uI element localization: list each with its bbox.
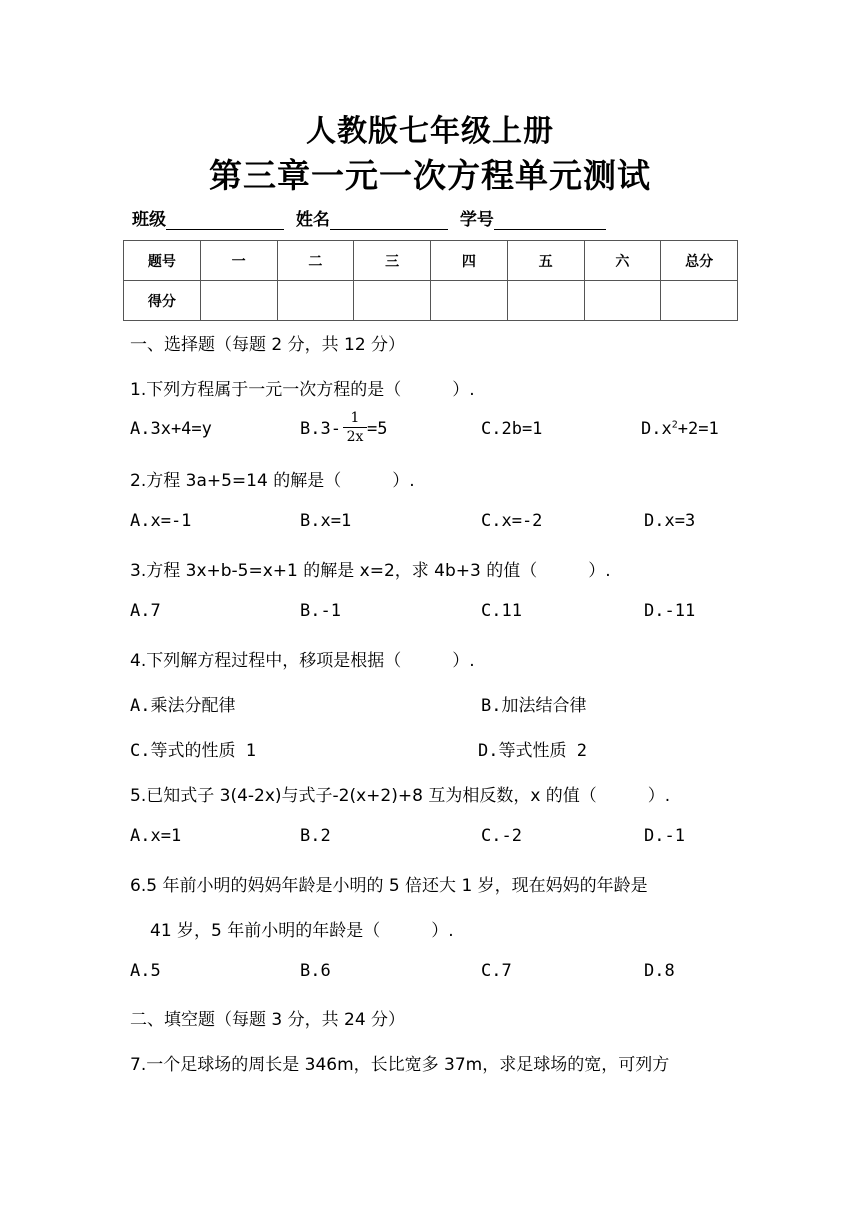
q6-option-d: D.8 bbox=[644, 961, 675, 981]
q5-option-c: C.-2 bbox=[481, 826, 522, 846]
q2-option-d: D.x=3 bbox=[644, 511, 696, 531]
score-cell[interactable] bbox=[661, 281, 738, 321]
q4-option-d: D.等式性质 2 bbox=[478, 741, 587, 761]
score-header-cell: 二 bbox=[277, 241, 354, 281]
q1-option-c: C.2b=1 bbox=[481, 419, 543, 439]
score-header-cell: 六 bbox=[584, 241, 661, 281]
score-cell[interactable] bbox=[507, 281, 584, 321]
fraction-numerator: 1 bbox=[343, 409, 367, 428]
q1-option-d-suffix: +2=1 bbox=[677, 419, 719, 439]
score-table bbox=[123, 240, 738, 321]
q4-option-a: A.乘法分配律 bbox=[130, 696, 236, 716]
q1-option-b-suffix: =5 bbox=[366, 419, 388, 439]
fraction-denominator: 2x bbox=[346, 429, 364, 445]
score-table-header-row bbox=[124, 241, 738, 281]
score-header-cell: 总分 bbox=[661, 241, 738, 281]
score-header-cell: 一 bbox=[200, 241, 277, 281]
q3-option-b: B.-1 bbox=[300, 601, 341, 621]
score-header-cell: 三 bbox=[354, 241, 431, 281]
class-label: 班级 bbox=[132, 210, 166, 230]
q1-option-d bbox=[641, 419, 719, 439]
q5-option-d: D.-1 bbox=[644, 826, 685, 846]
q4-option-c: C.等式的性质 1 bbox=[130, 741, 256, 761]
question-6-stem-line-1: 6.5 年前小明的妈妈年龄是小明的 5 倍还大 1 岁，现在妈妈的年龄是 bbox=[130, 876, 648, 896]
q1-fraction bbox=[343, 409, 367, 446]
score-cell[interactable] bbox=[200, 281, 277, 321]
q5-option-a: A.x=1 bbox=[130, 826, 182, 846]
score-table-score-row bbox=[124, 281, 738, 321]
question-6-stem-line-2: 41 岁，5 年前小明的年龄是（ ）. bbox=[150, 921, 454, 941]
score-header-cell: 题号 bbox=[124, 241, 201, 281]
q6-option-b: B.6 bbox=[300, 961, 331, 981]
question-7-stem: 7.一个足球场的周长是 346m，长比宽多 37m，求足球场的宽，可列方 bbox=[130, 1055, 670, 1075]
q6-option-c: C.7 bbox=[481, 961, 512, 981]
q2-option-b: B.x=1 bbox=[300, 511, 352, 531]
q3-option-a: A.7 bbox=[130, 601, 161, 621]
q3-option-d: D.-11 bbox=[644, 601, 696, 621]
score-row-label: 得分 bbox=[124, 281, 201, 321]
section-1-heading: 一、选择题（每题 2 分，共 12 分） bbox=[130, 335, 406, 355]
score-header-cell: 五 bbox=[507, 241, 584, 281]
score-cell[interactable] bbox=[354, 281, 431, 321]
question-3-stem: 3.方程 3x+b-5=x+1 的解是 x=2，求 4b+3 的值（ ）. bbox=[130, 561, 611, 581]
question-5-stem: 5.已知式子 3(4-2x)与式子-2(x+2)+8 互为相反数，x 的值（ ）. bbox=[130, 786, 671, 806]
id-blank[interactable] bbox=[494, 211, 606, 230]
section-2-heading: 二、填空题（每题 3 分，共 24 分） bbox=[130, 1010, 406, 1030]
id-label: 学号 bbox=[459, 210, 494, 230]
document-title: 人教版七年级上册 bbox=[306, 114, 554, 149]
score-cell[interactable] bbox=[277, 281, 354, 321]
score-cell[interactable] bbox=[584, 281, 661, 321]
q6-option-a: A.5 bbox=[130, 961, 161, 981]
student-info-line bbox=[132, 205, 612, 230]
q2-option-c: C.x=-2 bbox=[481, 511, 543, 531]
q3-option-c: C.11 bbox=[481, 601, 522, 621]
document-subtitle: 第三章一元一次方程单元测试 bbox=[209, 156, 651, 195]
name-label: 姓名 bbox=[295, 210, 330, 230]
q1-option-d-exponent: 2 bbox=[671, 419, 678, 431]
q5-option-b: B.2 bbox=[300, 826, 331, 846]
question-2-stem: 2.方程 3a+5=14 的解是（ ）. bbox=[130, 471, 415, 491]
q2-option-a: A.x=-1 bbox=[130, 511, 192, 531]
question-4-stem: 4.下列解方程过程中，移项是根据（ ）. bbox=[130, 651, 475, 671]
class-blank[interactable] bbox=[166, 211, 284, 230]
score-cell[interactable] bbox=[431, 281, 508, 321]
score-header-cell: 四 bbox=[431, 241, 508, 281]
q1-option-d-prefix: D.x bbox=[641, 419, 672, 439]
q1-option-a: A.3x+4=y bbox=[130, 419, 212, 439]
name-blank[interactable] bbox=[330, 211, 448, 230]
q4-option-b: B.加法结合律 bbox=[481, 696, 587, 716]
question-1-stem: 1.下列方程属于一元一次方程的是（ ）. bbox=[130, 380, 475, 400]
q1-option-b-prefix: B.3- bbox=[300, 419, 341, 439]
